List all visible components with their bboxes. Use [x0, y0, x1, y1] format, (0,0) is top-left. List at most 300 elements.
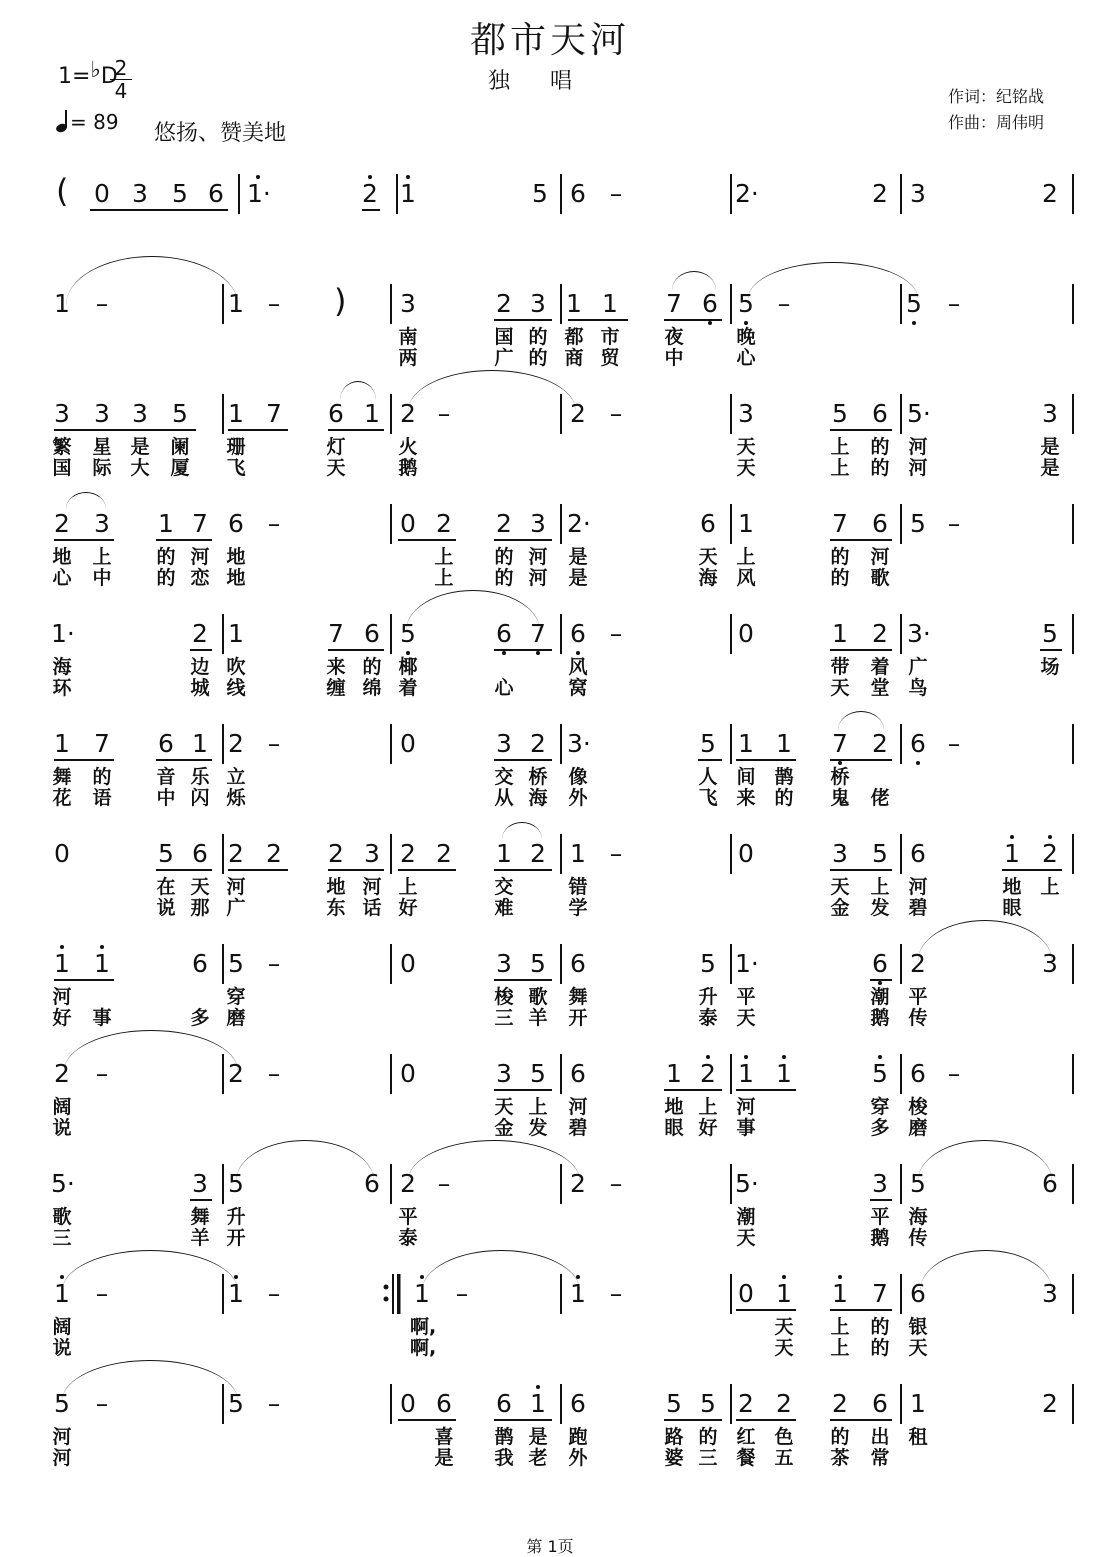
- barline: [900, 1054, 902, 1094]
- note: 1: [602, 289, 618, 318]
- lyric-verse-2: 歌: [870, 567, 890, 589]
- note: 3: [364, 839, 380, 868]
- note: –: [267, 1389, 281, 1418]
- octave-dot-high: [744, 1055, 748, 1059]
- lyric-verse-2: 上: [830, 457, 850, 479]
- slur: [748, 262, 918, 299]
- note: –: [267, 509, 281, 538]
- lyric-verse-1: 人: [698, 766, 718, 788]
- note: 5: [54, 1389, 70, 1418]
- lyric-verse-1: 河: [52, 986, 72, 1008]
- lyric-verse-1: 海: [52, 656, 72, 678]
- barline: [390, 1054, 392, 1094]
- lyric-verse-1: 地: [1002, 876, 1022, 898]
- lyric-verse-2: 花: [52, 787, 72, 809]
- lyric-verse-1: 歌: [52, 1206, 72, 1228]
- slur: [62, 1250, 238, 1291]
- note: 1: [364, 399, 380, 428]
- note: 3: [54, 399, 70, 428]
- note: 2: [872, 729, 888, 758]
- note: 2: [228, 839, 244, 868]
- barline: [560, 724, 562, 764]
- barline: [730, 1054, 732, 1094]
- note: 0: [738, 839, 754, 868]
- octave-dot-high: [1010, 835, 1014, 839]
- lyric-verse-2: 天: [736, 1007, 756, 1029]
- note: 5: [872, 1059, 888, 1088]
- lyric-verse-2: 河: [528, 567, 548, 589]
- beam-underline: [830, 869, 892, 871]
- beam-underline: [90, 209, 228, 211]
- lyric-verse-1: 是: [528, 1426, 548, 1448]
- note: 3: [872, 1169, 888, 1198]
- composer: 作曲：周伟明: [948, 113, 1045, 132]
- barline: [730, 944, 732, 984]
- lyric-verse-2: 来: [736, 787, 756, 809]
- lyric-verse-1: 梭: [908, 1096, 928, 1118]
- note: 1: [54, 289, 70, 318]
- note: 6: [872, 949, 888, 978]
- note: 5: [910, 1169, 926, 1198]
- beam-underline: [54, 539, 114, 541]
- note: 5: [738, 289, 754, 318]
- note: 1: [910, 1389, 926, 1418]
- lyric-verse-1: 的: [870, 436, 890, 458]
- note: 0: [400, 1389, 416, 1418]
- lyric-verse-2: 五: [774, 1447, 794, 1469]
- lyric-verse-2: 碧: [568, 1117, 588, 1139]
- lyric-verse-2: 心: [52, 567, 72, 589]
- note: –: [947, 289, 961, 318]
- lyric-verse-2: 传: [908, 1007, 928, 1029]
- barline: [560, 284, 562, 324]
- note: 6: [192, 949, 208, 978]
- barline: [396, 174, 398, 214]
- lyric-verse-1: 珊: [226, 436, 246, 458]
- lyric-verse-1: 上: [870, 876, 890, 898]
- note: 5·: [51, 1169, 75, 1198]
- beam-underline: [494, 1089, 552, 1091]
- barline: [900, 1384, 902, 1424]
- lyric-verse-1: 的: [870, 1316, 890, 1338]
- note: 2: [362, 179, 378, 208]
- barline: [560, 614, 562, 654]
- octave-dot-high: [60, 1275, 64, 1279]
- lyric-verse-1: 河: [362, 876, 382, 898]
- beam-underline: [664, 1089, 722, 1091]
- beam-underline: [736, 1419, 796, 1421]
- barline: [222, 944, 224, 984]
- note: 6: [872, 399, 888, 428]
- note: 2: [496, 509, 512, 538]
- note: 1: [566, 289, 582, 318]
- lyric-verse-2: 三: [494, 1007, 514, 1029]
- lyric-verse-1: 歌: [528, 986, 548, 1008]
- lyric-verse-1: 市: [600, 326, 620, 348]
- note: 2: [1042, 179, 1058, 208]
- barline: [560, 1384, 562, 1424]
- octave-dot-low: [502, 651, 506, 655]
- lyric-verse-1: 繁: [52, 436, 72, 458]
- lyric-verse-1: 带: [830, 656, 850, 678]
- lyric-verse-2: 难: [494, 897, 514, 919]
- beam-underline: [156, 869, 212, 871]
- lyric-verse-1: 间: [736, 766, 756, 788]
- note: 1: [54, 729, 70, 758]
- note: 1: [738, 729, 754, 758]
- beam-underline: [398, 1419, 456, 1421]
- slur: [64, 1030, 238, 1071]
- flat-icon: ♭: [90, 58, 101, 83]
- lyric-verse-2: 语: [92, 787, 112, 809]
- beam-underline: [54, 979, 114, 981]
- note: 2: [192, 619, 208, 648]
- lyric-verse-1: 穿: [226, 986, 246, 1008]
- lyric-verse-2: 多: [870, 1117, 890, 1139]
- note: –: [947, 1059, 961, 1088]
- lyric-verse-1: 穿: [870, 1096, 890, 1118]
- barline: [730, 614, 732, 654]
- beam-underline: [830, 759, 892, 761]
- lyric-verse-2: 是: [568, 567, 588, 589]
- lyric-verse-1: 河: [908, 876, 928, 898]
- beam-underline: [1002, 869, 1062, 871]
- key-prefix: 1=: [58, 64, 91, 89]
- beam-underline: [190, 1199, 212, 1201]
- lyric-verse-1: 像: [568, 766, 588, 788]
- lyric-verse-2: 那: [190, 897, 210, 919]
- note: 2: [738, 1389, 754, 1418]
- beam-underline: [190, 649, 212, 651]
- lyric-verse-1: 交: [494, 766, 514, 788]
- lyric-verse-1: 租: [908, 1426, 928, 1448]
- lyric-verse-2: 说: [52, 1337, 72, 1359]
- beam-underline: [398, 869, 456, 871]
- lyric-verse-1: 桥: [830, 766, 850, 788]
- slur: [406, 590, 540, 631]
- barline: [1072, 174, 1074, 214]
- lyric-verse-2: 天: [774, 1337, 794, 1359]
- lyric-verse-2: 窝: [568, 677, 588, 699]
- note: 5: [700, 729, 716, 758]
- beam-underline: [328, 649, 384, 651]
- lyric-verse-1: 河: [870, 546, 890, 568]
- octave-dot-high: [368, 175, 372, 179]
- octave-dot-low: [912, 321, 916, 325]
- beam-underline: [830, 1309, 892, 1311]
- lyric-verse-2: 婆: [664, 1447, 684, 1469]
- beam-underline: [494, 869, 552, 871]
- note: 5: [530, 949, 546, 978]
- barline: [390, 1164, 392, 1204]
- barline: [560, 174, 562, 214]
- note: 1: [54, 1279, 70, 1308]
- beam-underline: [736, 1309, 796, 1311]
- note: 1: [400, 179, 416, 208]
- note: 2: [228, 729, 244, 758]
- note: 2: [54, 509, 70, 538]
- lyric-verse-2: 风: [736, 567, 756, 589]
- slur: [66, 492, 106, 509]
- beam-underline: [870, 979, 892, 981]
- lyric-verse-1: 天: [830, 876, 850, 898]
- octave-dot-low: [878, 981, 882, 985]
- barline: [390, 284, 392, 324]
- note: 3: [1042, 949, 1058, 978]
- lyric-verse-2: 的: [528, 347, 548, 369]
- note: –: [267, 949, 281, 978]
- note: 5: [158, 839, 174, 868]
- barline: [390, 724, 392, 764]
- lyric-verse-2: 眼: [664, 1117, 684, 1139]
- note: 2: [570, 399, 586, 428]
- lyric-verse-2: 外: [568, 787, 588, 809]
- lyric-verse-1: 场: [1040, 656, 1060, 678]
- note: –: [95, 1389, 109, 1418]
- barline: [390, 504, 392, 544]
- lyric-verse-2: 鸟: [908, 677, 928, 699]
- lyric-verse-1: 阑: [170, 436, 190, 458]
- note: 1: [228, 289, 244, 318]
- note: 7: [666, 289, 682, 318]
- note: 1: [192, 729, 208, 758]
- note: 2·: [567, 509, 591, 538]
- barline: [1072, 614, 1074, 654]
- note: 3: [530, 509, 546, 538]
- lyric-verse-2: 天: [908, 1337, 928, 1359]
- lyric-verse-1: 来: [326, 656, 346, 678]
- lyric-verse-2: 眼: [1002, 897, 1022, 919]
- lyric-verse-1: 天: [190, 876, 210, 898]
- lyric-verse-1: 天: [698, 546, 718, 568]
- slur: [62, 1360, 238, 1401]
- note: 1: [530, 1389, 546, 1418]
- lyric-verse-1: 灯: [326, 436, 346, 458]
- lyric-verse-1: 上: [1040, 876, 1060, 898]
- lyric-verse-2: 开: [226, 1227, 246, 1249]
- beam-underline: [228, 429, 288, 431]
- lyric-verse-2: 是: [434, 1447, 454, 1469]
- note: 1: [228, 399, 244, 428]
- lyric-verse-2: 开: [568, 1007, 588, 1029]
- note: 1: [158, 509, 174, 538]
- note: 3: [132, 399, 148, 428]
- lyric-verse-1: 的: [698, 1426, 718, 1448]
- lyric-verse-1: 色: [774, 1426, 794, 1448]
- bracket-close: ): [334, 282, 347, 320]
- lyric-verse-1: 舞: [52, 766, 72, 788]
- octave-dot-high: [420, 1275, 424, 1279]
- lyric-verse-2: 缠: [326, 677, 346, 699]
- note: 2: [700, 1059, 716, 1088]
- note: 6: [158, 729, 174, 758]
- lyric-verse-2: 的: [870, 1337, 890, 1359]
- lyric-verse-2: 城: [190, 677, 210, 699]
- beam-underline: [228, 869, 288, 871]
- lyric-verse-1: 是: [1040, 436, 1060, 458]
- note: 1: [738, 509, 754, 538]
- note: 1: [496, 839, 512, 868]
- barline: [560, 834, 562, 874]
- note: 2: [530, 839, 546, 868]
- beam-underline: [1040, 649, 1062, 651]
- note: –: [947, 729, 961, 758]
- note: 5: [172, 179, 188, 208]
- lyric-verse-2: 地: [226, 567, 246, 589]
- barline: [900, 944, 902, 984]
- note: 5: [906, 289, 922, 318]
- lyric-verse-2: 大: [130, 457, 150, 479]
- note: 7: [530, 619, 546, 648]
- lyric-verse-2: 河: [52, 1447, 72, 1469]
- lyric-verse-2: 线: [226, 677, 246, 699]
- note: –: [437, 399, 451, 428]
- lyric-verse-2: 广: [494, 347, 514, 369]
- slur: [502, 822, 542, 839]
- barline: [730, 1274, 732, 1314]
- barline: [390, 834, 392, 874]
- barline: [900, 504, 902, 544]
- note: 5: [228, 949, 244, 978]
- note: 1: [776, 1279, 792, 1308]
- note: 0: [738, 1279, 754, 1308]
- barline: [730, 504, 732, 544]
- note: 2: [436, 839, 452, 868]
- lyric-verse-2: 老: [528, 1447, 548, 1469]
- lyric-verse-1: 地: [52, 546, 72, 568]
- lyric-verse-2: 国: [52, 457, 72, 479]
- octave-dot-low: [744, 321, 748, 325]
- note: 5: [666, 1389, 682, 1418]
- note: 3: [192, 1169, 208, 1198]
- lyric-verse-2: 飞: [698, 787, 718, 809]
- barline: [560, 944, 562, 984]
- beam-underline: [664, 319, 722, 321]
- lyric-verse-1: 的: [528, 326, 548, 348]
- note: 5·: [907, 399, 931, 428]
- lyric-verse-1: 舞: [190, 1206, 210, 1228]
- beam-underline: [830, 1419, 892, 1421]
- barline: [390, 944, 392, 984]
- note: 6: [910, 839, 926, 868]
- note: 3: [400, 289, 416, 318]
- lyric-verse-2: 多: [190, 1007, 210, 1029]
- lyric-verse-1: 上: [528, 1096, 548, 1118]
- note: 3·: [907, 619, 931, 648]
- lyric-verse-1: 的: [830, 546, 850, 568]
- lyric-verse-2: 天: [736, 1227, 756, 1249]
- lyric-verse-2: 啊,: [410, 1337, 437, 1359]
- lyric-verse-1: 梭: [494, 986, 514, 1008]
- lyric-verse-2: 学: [568, 897, 588, 919]
- note: 3: [910, 179, 926, 208]
- slur: [672, 271, 716, 290]
- note: –: [267, 1059, 281, 1088]
- lyric-verse-1: 吹: [226, 656, 246, 678]
- barline: [900, 614, 902, 654]
- note: 0: [400, 729, 416, 758]
- beam-underline: [494, 319, 552, 321]
- lyric-verse-1: 上: [830, 1316, 850, 1338]
- lyric-verse-1: 出: [870, 1426, 890, 1448]
- note: 1: [666, 1059, 682, 1088]
- note: –: [95, 289, 109, 318]
- lyric-verse-1: 乐: [190, 766, 210, 788]
- note: 0: [54, 839, 70, 868]
- beam-underline: [54, 759, 114, 761]
- note: 5: [228, 1389, 244, 1418]
- note: 7: [872, 1279, 888, 1308]
- lyric-verse-1: 国: [494, 326, 514, 348]
- lyric-verse-2: 飞: [226, 457, 246, 479]
- lyric-verse-2: 金: [494, 1117, 514, 1139]
- lyric-verse-1: 星: [92, 436, 112, 458]
- note: 3: [496, 1059, 512, 1088]
- lyric-verse-2: 碧: [908, 897, 928, 919]
- barline: [1072, 944, 1074, 984]
- note: –: [609, 179, 623, 208]
- lyric-verse-2: 泰: [698, 1007, 718, 1029]
- note: 6: [910, 1059, 926, 1088]
- lyric-verse-2: 两: [398, 347, 418, 369]
- beam-underline: [568, 319, 628, 321]
- beam-underline: [698, 759, 722, 761]
- lyric-verse-1: 是: [130, 436, 150, 458]
- note: 6: [208, 179, 224, 208]
- lyric-verse-1: 音: [156, 766, 176, 788]
- lyric-verse-1: 都: [564, 326, 584, 348]
- barline: [730, 394, 732, 434]
- note: 2: [1042, 839, 1058, 868]
- note: 7: [832, 509, 848, 538]
- note: 1·: [51, 619, 75, 648]
- barline: [390, 394, 392, 434]
- lyric-verse-2: 的: [774, 787, 794, 809]
- note: 7: [192, 509, 208, 538]
- lyric-verse-1: 河: [528, 546, 548, 568]
- note: 2: [228, 1059, 244, 1088]
- lyric-verse-1: 天: [774, 1316, 794, 1338]
- note: 6: [496, 619, 512, 648]
- lyric-verse-2: 河: [908, 457, 928, 479]
- lyric-verse-1: 的: [362, 656, 382, 678]
- lyric-verse-2: 佬: [870, 787, 890, 809]
- note: 2: [872, 619, 888, 648]
- octave-dot-high: [60, 945, 64, 949]
- note: –: [267, 729, 281, 758]
- note: 2: [54, 1059, 70, 1088]
- slur: [408, 370, 576, 411]
- lyric-verse-1: 河: [568, 1096, 588, 1118]
- lyric-verse-1: 火: [398, 436, 418, 458]
- note: –: [609, 1169, 623, 1198]
- lyric-verse-1: 鹊: [774, 766, 794, 788]
- lyric-verse-1: 交: [494, 876, 514, 898]
- note: 3: [1042, 1279, 1058, 1308]
- beam-underline: [494, 979, 552, 981]
- note: 2: [832, 1389, 848, 1418]
- lyric-verse-2: 心: [494, 677, 514, 699]
- beam-underline: [328, 429, 384, 431]
- note: –: [609, 1279, 623, 1308]
- note: 0: [738, 619, 754, 648]
- note: –: [609, 399, 623, 428]
- note: 1: [776, 1059, 792, 1088]
- lyric-verse-1: 平: [908, 986, 928, 1008]
- note: 6: [570, 1059, 586, 1088]
- lyric-verse-1: 路: [664, 1426, 684, 1448]
- barline: [1072, 1164, 1074, 1204]
